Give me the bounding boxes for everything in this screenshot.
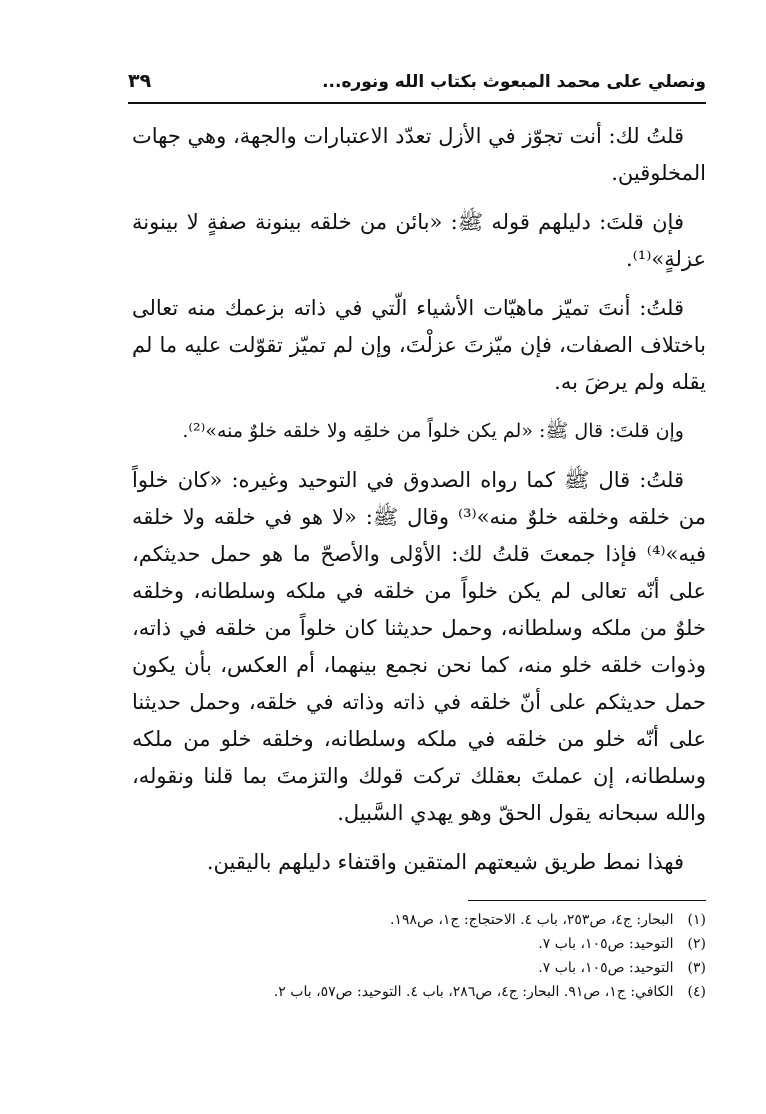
paragraph: قلتُ: قال ﷺ كما رواه الصدوق في التوحيد وغيره: «كان خلواً من خلقه وخلقه خلوٌ منه»⁽³⁾ وقال ﷺ: «لا هو في خلقه ولا خلقه فيه»⁽⁴⁾ فإذا جمعتَ قلتُ لك: الأوْلى والأصحّ ما هو حمل حديثكم، على أنّه تعالى لم يكن خلواً من خلقه في ملكه وسلطانه، وخلقه خلوٌ من ملكه وسلطانه، وحمل حديثنا كان خلواً من خلقه في ذاته، وذوات خلقه خلو منه، كما نحن نجمع بينهما، أم العكس، بأن يكون حمل حديثكم على أنّ خلقه في ذاته وذاته في خلقه، وحمل حديثنا على أنّه خلو من خلقه في ملكه وسلطانه، وخلقه خلو من ملكه وسلطانه، إن عملتَ بعقلك تركت قولك والتزمتَ بما قلنا ونقوله، والله سبحانه يقول الحقّ وهو يهدي السَّبيل. — [132, 468, 706, 825]
footnote — [132, 980, 706, 1004]
running-title: ونصلي على محمد المبعوث بكتاب الله ونوره... — [322, 72, 706, 92]
footnote-number: (٣) — [687, 960, 706, 976]
body-text — [132, 118, 706, 893]
page-number: ٣٩ — [128, 70, 152, 92]
footnote-number: (٤) — [687, 984, 706, 1000]
footnote-text: الكافي: ج١، ص٩١. البحار: ج٤، ص٢٨٦، باب ٤. التوحيد: ص٥٧، باب ٢. — [273, 984, 674, 1000]
footnote-number: (١) — [687, 912, 706, 928]
paragraph: فهذا نمط طريق شيعتهم المتقين واقتفاء دليلهم باليقين. — [206, 850, 684, 874]
footnote — [132, 932, 706, 956]
footnote-text: التوحيد: ص١٠٥، باب ٧. — [538, 936, 674, 952]
footnote-text: التوحيد: ص١٠٥، باب ٧. — [538, 960, 674, 976]
paragraph: قلتُ لك: أنت تجوّز في الأزل تعدّد الاعتبارات والجهة، وهي جهات المخلوقين. — [132, 124, 706, 185]
paragraph: فإن قلتَ: دليلهم قوله ﷺ: «بائن من خلقه بينونة صفةٍ لا بينونة عزلةٍ»⁽¹⁾. — [132, 210, 706, 271]
header-rule — [128, 102, 706, 104]
footnote — [132, 956, 706, 980]
footnote-number: (٢) — [687, 936, 706, 952]
footnote — [132, 908, 706, 932]
footnote-rule — [468, 900, 706, 901]
paragraph: وإن قلتَ: قال ﷺ: «لم يكن خلواً من خلقِه ولا خلقه خلوٌ منه»⁽²⁾. — [182, 420, 684, 442]
paragraph: قلتُ: أنتَ تميّز ماهيّات الأشياء الّتي في ذاته بزعمك منه تعالى باختلاف الصفات، فإن ميّزتَ عزلْتَ، وإن لم تميّز تقوّلت عليه ما لم يقله ولم يرضَ به. — [132, 296, 706, 394]
footnotes — [132, 908, 706, 1004]
page-header — [128, 66, 706, 106]
footnote-text: البحار: ج٤، ص٢٥٣، باب ٤. الاحتجاج: ج١، ص١٩٨. — [389, 912, 674, 928]
